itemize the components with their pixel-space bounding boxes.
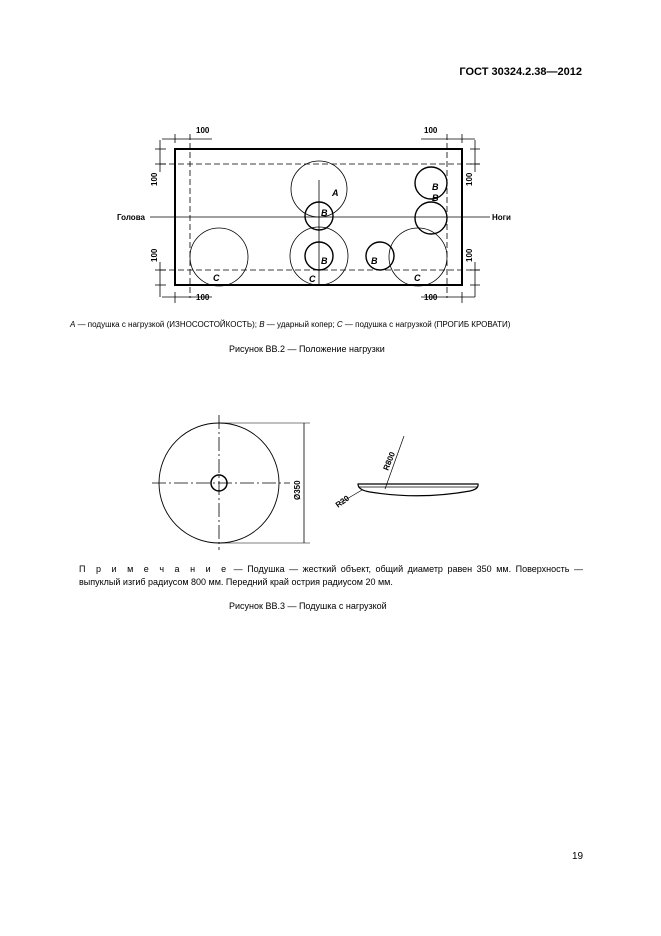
pad-b-right-top — [415, 167, 447, 199]
dim-left-bottom: 100 — [150, 248, 159, 262]
pad-b-label-right-middle: B — [432, 193, 439, 203]
pad-a-label: A — [332, 188, 339, 198]
pad-c-label-center: C — [309, 274, 316, 284]
legend-c-text: — подушка с нагрузкой (ПРОГИБ КРОВАТИ) — [342, 320, 511, 329]
dim-bottom-right: 100 — [424, 293, 438, 302]
pad-c-label-right: C — [414, 273, 421, 283]
dim-top-right: 100 — [424, 126, 438, 135]
pad-b-right-middle — [415, 202, 447, 234]
pad-b-label-right-top: B — [432, 182, 439, 192]
figure-bb3-caption: Рисунок ВВ.3 — Подушка с нагрузкой — [229, 601, 387, 611]
figure-legend — [70, 320, 590, 329]
pad-b-label-center-top: B — [321, 208, 328, 218]
pad-drawing — [152, 415, 478, 550]
legend-c-letter: C — [336, 320, 343, 329]
legend-a-text: — подушка с нагрузкой (ИЗНОСОСТОЙКОСТЬ); — [75, 320, 260, 329]
standard-header: ГОСТ 30324.2.38—2012 — [459, 66, 582, 78]
dimension-lines — [155, 134, 480, 303]
note-lead: П р и м е ч а н и е — [79, 564, 230, 574]
dim-top-left: 100 — [196, 126, 210, 135]
figure-note — [79, 563, 583, 589]
legend-b-text: — ударный копер; — [264, 320, 337, 329]
pad-radius-large-label: R800 — [381, 450, 398, 472]
pad-b-label-center-bottom: B — [321, 256, 328, 266]
dim-right-top: 100 — [465, 172, 474, 186]
dim-left-top: 100 — [150, 172, 159, 186]
feet-label: Ноги — [492, 213, 511, 222]
pad-diameter-label: Ø350 — [293, 480, 302, 500]
pad-b-label-right-bottom: B — [371, 256, 378, 266]
legend-a-letter: A — [70, 320, 76, 329]
pad-radius-small-label: R20 — [333, 493, 352, 510]
legend-b-letter: B — [259, 320, 265, 329]
dim-bottom-left: 100 — [196, 293, 210, 302]
guide-lines — [160, 134, 480, 298]
head-label: Голова — [117, 213, 145, 222]
pad-side-view — [358, 484, 478, 496]
note-text: — Подушка — жесткий объект, общий диаметр равен 350 мм. Поверхность — выпуклый изгиб радиусом 800 мм. Передний край острия радиусом 20 мм. — [79, 564, 583, 587]
figure-bb2-caption: Рисунок ВВ.2 — Положение нагрузки — [229, 344, 385, 354]
page-number: 19 — [572, 851, 584, 862]
dim-right-bottom: 100 — [465, 248, 474, 262]
pad-c-label-left: C — [213, 273, 220, 283]
